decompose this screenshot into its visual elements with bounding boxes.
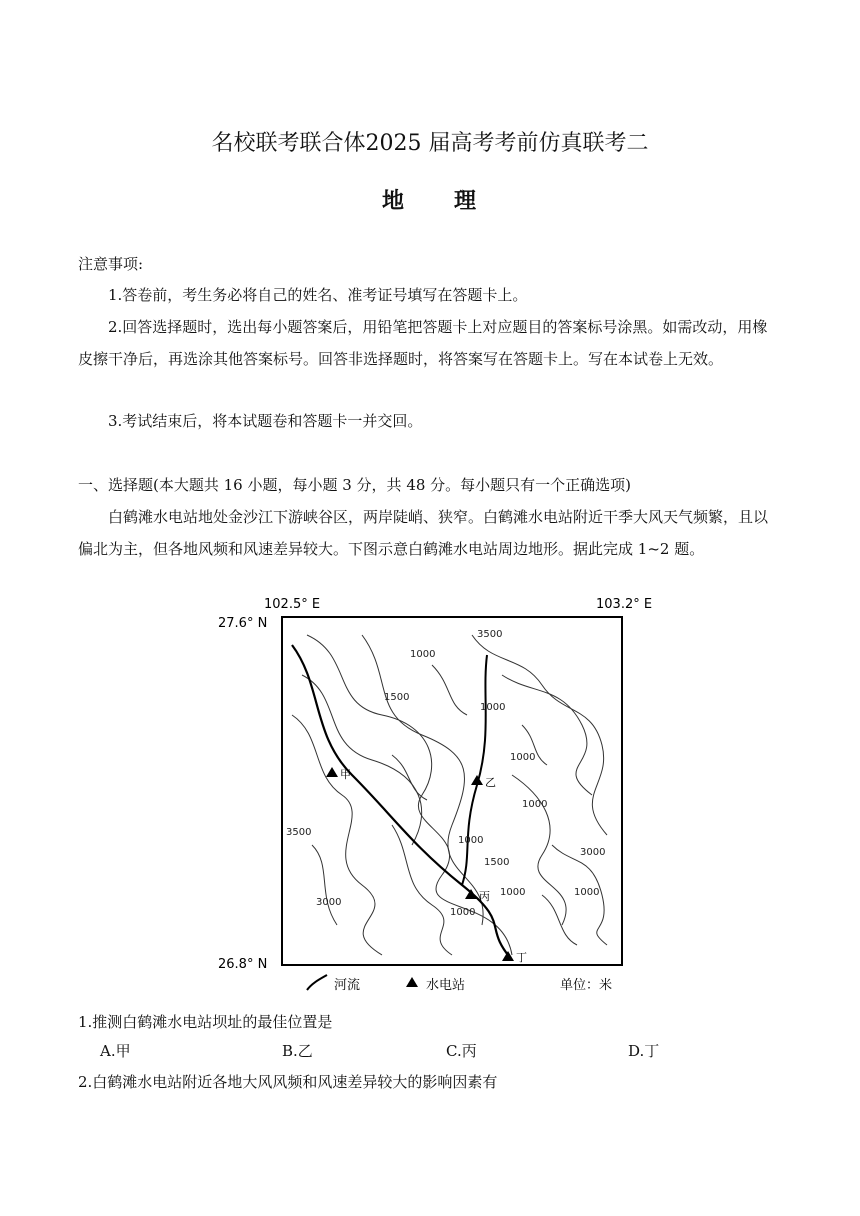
option-a[interactable]: A.甲 [100, 1042, 131, 1060]
station-marker-ding [502, 951, 514, 961]
notice-item-3: 3.考试结束后，将本试题卷和答题卡一并交回。 [108, 412, 423, 430]
lat-bottom-label: 26.8° N [218, 957, 268, 972]
option-b[interactable]: B.乙 [282, 1042, 313, 1060]
contour-label: 3000 [316, 897, 342, 908]
station-label-jia: 甲 [340, 768, 351, 781]
river-tributary [462, 655, 487, 885]
exam-title: 名校联考联合体2025 届高考考前仿真联考二 [211, 131, 649, 156]
contour-label: 1000 [574, 887, 600, 898]
notice-heading: 注意事项: [78, 255, 144, 273]
lat-top-label: 27.6° N [218, 616, 268, 631]
question-1: 1.推测白鹤滩水电站坝址的最佳位置是 [78, 1013, 333, 1031]
map-unit: 单位：米 [560, 978, 613, 993]
contour-label: 1000 [450, 907, 476, 918]
subject-title [0, 184, 860, 215]
contour-label: 1000 [500, 887, 526, 898]
contour-label: 3500 [286, 827, 312, 838]
subject-char-2: 理 [454, 189, 479, 214]
station-marker-yi [471, 775, 483, 785]
station-label-bing: 丙 [479, 890, 490, 903]
lon-left-label: 102.5° E [264, 597, 321, 612]
option-c[interactable]: C.丙 [446, 1042, 477, 1060]
contour-label: 3000 [580, 847, 606, 858]
station-label-ding: 丁 [516, 951, 527, 964]
contour-label: 1500 [484, 857, 510, 868]
contour-label: 1000 [410, 649, 436, 660]
question-2: 2.白鹤滩水电站附近各地大风风频和风速差异较大的影响因素有 [78, 1073, 498, 1091]
contour-label: 1000 [510, 752, 536, 763]
contour-label: 1000 [458, 835, 484, 846]
contour-label: 1500 [384, 692, 410, 703]
subject-char-1: 地 [381, 189, 406, 214]
notice-item-1: 1.答卷前，考生务必将自己的姓名、准考证号填写在答题卡上。 [108, 286, 528, 304]
river-legend-icon [307, 975, 327, 990]
option-d[interactable]: D.丁 [628, 1042, 660, 1060]
lon-right-label: 103.2° E [596, 597, 652, 612]
contour-label: 3500 [477, 629, 503, 640]
station-marker-jia [326, 767, 338, 777]
topographic-map [212, 595, 652, 995]
legend-river: 河流 [334, 978, 361, 993]
station-marker-bing [465, 889, 477, 899]
contour-label: 1000 [522, 799, 548, 810]
contour-label: 1000 [480, 702, 506, 713]
station-legend-icon [406, 977, 418, 987]
section-heading: 一、选择题(本大题共 16 小题，每小题 3 分，共 48 分。每小题只有一个正确选项) [78, 476, 632, 494]
legend-station: 水电站 [426, 978, 466, 993]
notice-item-2: 2.回答选择题时，选出每小题答案后，用铅笔把答题卡上对应题目的答案标号涂黑。如需改动，用橡皮擦干净后，再选涂其他答案标号。回答非选择题时，将答案写在答题卡上。写在本试卷上无效。 [78, 318, 768, 368]
passage: 白鹤滩水电站地处金沙江下游峡谷区，两岸陡峭、狭窄。白鹤滩水电站附近干季大风天气频繁，且以偏北为主，但各地风频和风速差异较大。下图示意白鹤滩水电站周边地形。据此完成 1~2 题。 [78, 508, 769, 558]
station-label-yi: 乙 [485, 776, 496, 789]
